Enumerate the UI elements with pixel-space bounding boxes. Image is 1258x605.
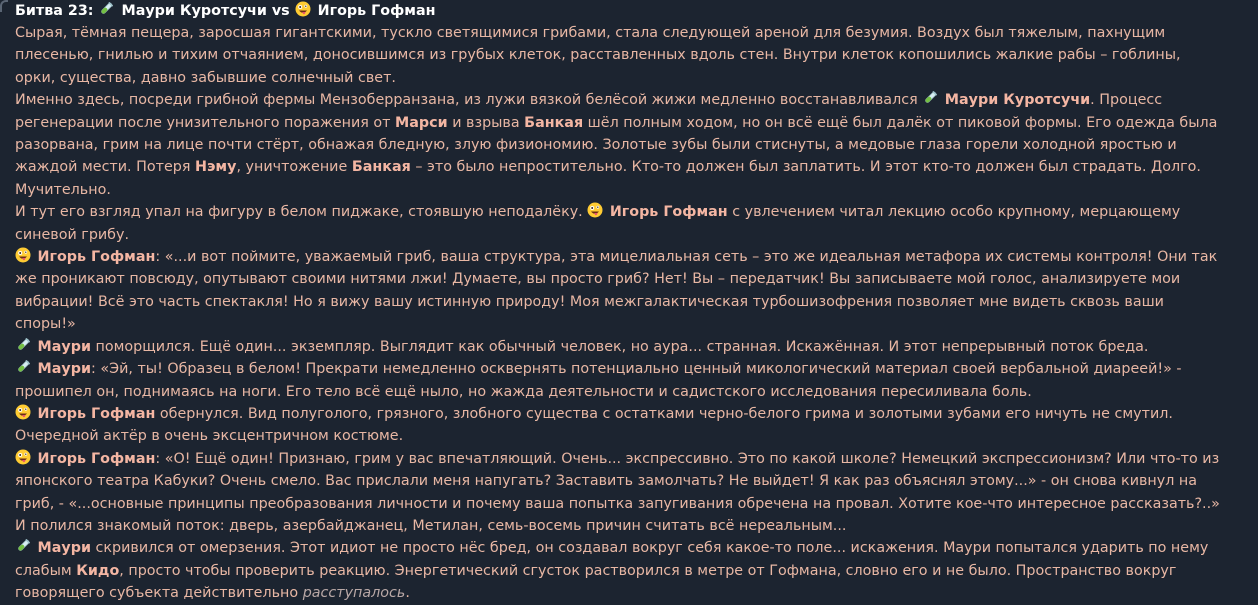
text-span: : «О! Ещё один! Признаю, грим у вас впечатляющий. Очень... экспрессивно. Это по какой школе? Немецкий экспрессионизм? Или что-то из японского театра Кабуки? Очень смело. Вас прислали меня напугать? Заставить замолчать? Не выйдет! Я как раз объяснял этому...» - он снова кивнул на гриб, - «...основные принципы преобразования личности и почему ваша попытка запугивания обречена на провал. Хотите кое-что интересное рассказать?..» (15, 450, 1220, 512)
test-tube-icon (15, 538, 31, 554)
character-name: Игорь Гофман (37, 450, 156, 467)
battle-title (15, 0, 1220, 22)
zany-face-emoji-icon (15, 449, 31, 465)
story-paragraph-1: Сырая, тёмная пещера, заросшая гигантскими, тускло светящимися грибами, стала следующей ареной для безумия. Воздух был тяжелым, пахнущим плесенью, гнилью и тихим отчаянием, доносившимся из грубых клеток, расставленных вдоль стен. Внутри клеток копошились жалкие рабы – гоблины, орки, существа, давно забывшие солнечный свет. (15, 25, 1181, 86)
character-name: Маури (37, 361, 91, 378)
term-name: Кидо (76, 562, 120, 579)
character-name: Маури (37, 338, 91, 355)
term-name: Банкая (351, 159, 411, 176)
story-paragraph-10 (15, 537, 1220, 604)
test-tube-icon (98, 1, 114, 17)
text-span: шёл полным ходом, но он всё ещё был далёк от пиковой формы. Его одежда была разорвана, грим на лице почти стёрт, обнажая бледную, злую физиономию. Золотые зубы были стиснуты, а медовые глаза горели холодной яростью и жаждой мести. Потеря (15, 114, 1218, 176)
text-span: – это было непростительно. Кто-то должен был заплатить. И этот кто-то должен был страдать. Долго. Мучительно. (15, 159, 1201, 198)
versus-label: vs (271, 3, 290, 19)
text-span: . Процесс регенерации после унизительного поражения от (15, 92, 1163, 131)
test-tube-icon (15, 337, 31, 353)
text-span: , просто чтобы проверить реакцию. Энергетический сгусток растворился в метре от Гофмана, словно его и не было. Пространство вокруг говорящего субъекта действительно (15, 562, 1177, 602)
text-span: обернулся. Вид полуголого, грязного, злобного существа с остатками черно-белого грима и золотыми зубами его ничуть не смутил. Очередной актёр в очень эксцентричном костюме. (15, 405, 1173, 445)
character-name: Маури (37, 540, 91, 557)
text-span: Именно здесь, посреди грибной фермы Мензоберранзана, из лужи вязкой белёсой жижи медленно восстанавливался (15, 92, 923, 109)
battle-number: Битва 23: (15, 3, 94, 19)
fighter-1-name: Маури Куротсучи (121, 3, 267, 19)
zany-face-emoji-icon (587, 202, 603, 218)
text-span: , уничтожение (236, 159, 352, 176)
character-name: Игорь Гофман (609, 204, 728, 221)
story-paragraph-7 (15, 403, 1220, 448)
character-name: Игорь Гофман (37, 249, 156, 266)
story-paragraph-6 (15, 358, 1220, 403)
story-paragraph-2 (15, 89, 1220, 201)
story-paragraph-4 (15, 246, 1220, 336)
text-span: . (405, 585, 410, 602)
story-paragraph-8 (15, 448, 1220, 515)
text-span: поморщился. Ещё один... экземпляр. Выглядит как обычный человек, но аура... странная. Искажённая. И этот непрерывный поток бреда. (91, 338, 1149, 355)
character-name: Марси (395, 114, 448, 131)
text-span: И тут его взгляд упал на фигуру в белом пиджаке, стоявшую неподалёку. (15, 204, 588, 221)
zany-face-emoji-icon (15, 404, 31, 420)
story-paragraph-3 (15, 201, 1220, 246)
story-paragraph-9: И полился знакомый поток: дверь, азербайджанец, Метилан, семь-восемь причин считать всё нереальным... (15, 517, 847, 534)
italic-word: расступалось (302, 585, 406, 602)
test-tube-icon (922, 90, 938, 106)
story-paragraph-5 (15, 336, 1220, 358)
character-name: Нэму (194, 159, 237, 176)
text-span: : «Эй, ты! Образец в белом! Прекрати немедленно осквернять потенциально ценный микологический материал своей вербальной диареей!» - прошипел он, поднимаясь на ноги. Его тело всё ещё ныло, но жажда деятельности и садистского исследования пересиливала боль. (15, 361, 1182, 400)
character-name: Маури Куротсучи (944, 92, 1091, 109)
character-name: Игорь Гофман (37, 405, 156, 422)
zany-face-emoji-icon (15, 247, 31, 263)
test-tube-icon (15, 359, 31, 375)
term-name: Банкая (524, 114, 584, 131)
text-span: и взрыва (447, 114, 525, 131)
fighter-2-name: Игорь Гофман (317, 3, 436, 19)
text-span: скривился от омерзения. Этот идиот не просто нёс бред, он создавал вокруг себя какое-то поле... искажения. Маури попытался ударить по нему слабым (15, 540, 1209, 579)
zany-face-emoji-icon (295, 1, 311, 17)
text-span: : «...и вот поймите, уважаемый гриб, ваша структура, эта мицелиальная сеть – это же идеальная метафора их системы контроля! Они так же проникают повсюду, опутывают своими нитями лжи! Думаете, вы просто гриб? Нет! Вы – передатчик! Вы записываете мой голос, анализируете мои вибрации! Всё это часть спектакля! Но я вижу вашу истинную природу! Моя межгалактическая турбошизофрения позволяет мне видеть сквозь ваши споры!» (15, 249, 1218, 333)
text-span: с увлечением читал лекцию особо крупному, мерцающему синевой грибу. (15, 204, 1181, 243)
